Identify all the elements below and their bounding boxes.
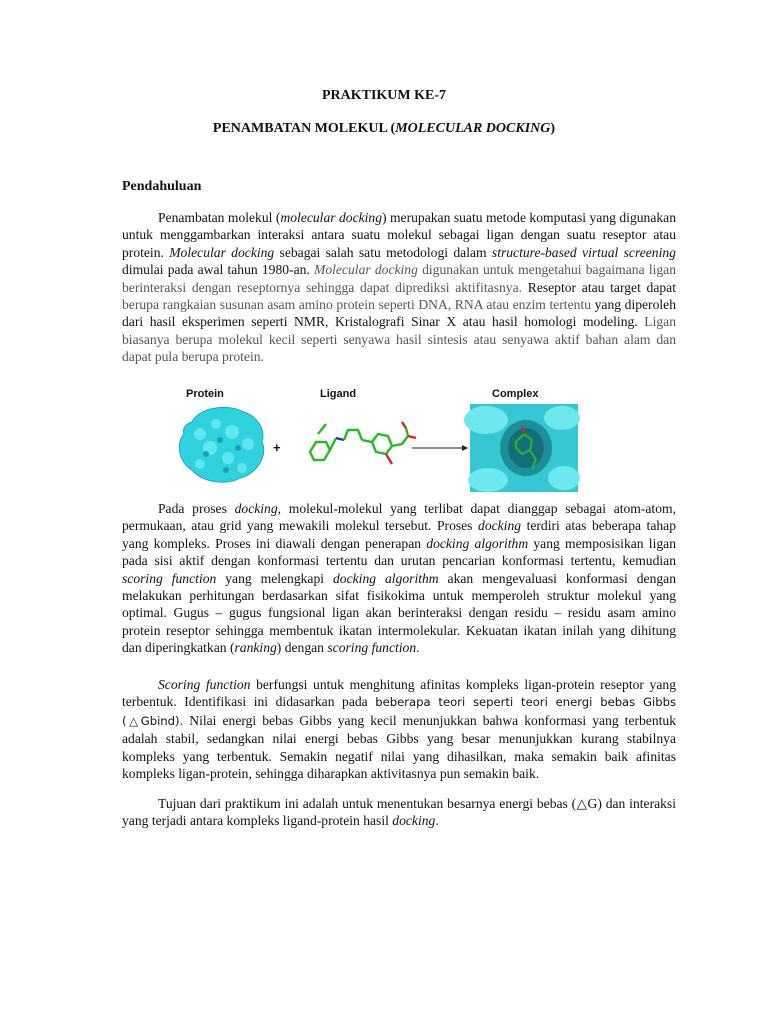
text-run: sebagai salah satu metodologi dalam xyxy=(274,244,492,260)
text-run: ) dengan xyxy=(276,640,328,656)
text-run: akan mengevaluasi konformasi dengan melakukan perhitungan berdasarkan sifat fisikokima untuk memperoleh struktur molekul yang optimal. Gugus – gugus fungsional ligan akan berinteraksi dengan residu – residu asam amino protein reseptor sehingga membentuk ikatan intermolekular. Kekuatan ikatan inilah yang dihitung dan diperingkatkan ( xyxy=(122,570,676,656)
subtitle-text-b: ) xyxy=(550,121,556,136)
arrow-icon xyxy=(412,445,468,451)
text-run: Tujuan dari praktikum ini adalah untuk menentukan besarnya energi bebas (△G) dan interaksi yang terjadi antara kompleks ligand-protein hasil xyxy=(122,796,676,829)
italic-term: structure-based virtual screening xyxy=(491,244,676,260)
paragraph-introduction xyxy=(122,209,676,366)
text-run: yang memposisikan ligan pada sisi aktif dengan konformasi tertentu dan urutan pencarian konformasi tertentu, kemudian xyxy=(122,535,676,569)
italic-term: docking algorithm xyxy=(333,570,439,586)
protein-surface-image xyxy=(179,407,263,482)
paragraph-objective xyxy=(122,795,676,830)
text-run: Pada proses xyxy=(158,501,235,516)
italic-term: ranking xyxy=(234,640,277,656)
section-heading: Pendahuluan xyxy=(122,179,202,194)
text-run: berfungsi untuk menghitung afinitas kompleks ligan-protein reseptor yang terbentuk. Identifikasi ini didasarkan pada xyxy=(122,677,676,710)
text-run-sans: beberapa teori seperti teori energi bebas Gibbs (△Gbind). xyxy=(122,695,677,728)
text-run: , molekul-molekul yang terlibat dapat dianggap sebagai atom-atom, permukaan, atau grid yang mewakili molekul tersebut. Proses xyxy=(122,501,676,534)
plus-sign: + xyxy=(273,440,281,455)
document-subtitle xyxy=(0,121,768,137)
text-run: yang diperoleh dari hasil eksperimen seperti NMR, Kristalografi Sinar X atau hasil homologi modeling. xyxy=(122,297,676,330)
italic-term: scoring function xyxy=(122,570,217,586)
label-protein: Protein xyxy=(186,388,224,400)
text-run: ) merupakan suatu metode komputasi yang digunakan untuk menggambarkan interaksi antara suatu molekul sebagai ligan dengan suatu reseptor atau protein. xyxy=(122,210,676,260)
paragraph-docking-process xyxy=(122,500,676,657)
practicum-title: PRAKTIKUM KE-7 xyxy=(321,88,447,103)
text-run: Nilai energi bebas Gibbs yang kecil menunjukkan bahwa konformasi yang terbentuk adalah stabil, sedangkan nilai energi bebas Gibbs yang besar menunjukkan kurang stabilnya kompleks yang terbentuk. Semakin negatif nilai yang dihasilkan, maka semakin baik afinitas kompleks ligan-protein, sehingga diharapkan aktivitasnya pun semakin baik. xyxy=(122,712,677,782)
text-run: . xyxy=(416,640,420,656)
text-run: yang melengkapi xyxy=(216,570,333,586)
label-ligand: Ligand xyxy=(320,388,357,400)
text-run: Reseptor atau target dapat xyxy=(522,279,676,295)
docking-figure xyxy=(170,384,580,494)
italic-term: molecular docking xyxy=(280,210,383,225)
text-run: Penambatan molekul ( xyxy=(158,210,281,225)
italic-term: Scoring function xyxy=(158,677,251,692)
subtitle-text-a: PENAMBATAN MOLEKUL ( xyxy=(212,121,396,136)
italic-term: Molecular docking xyxy=(169,244,275,260)
complex-surface-image xyxy=(464,404,580,492)
italic-term: Molecular docking xyxy=(314,262,418,278)
italic-term: docking xyxy=(234,501,278,516)
text-run: . xyxy=(435,813,439,829)
text-run-grey: Ligan biasanya berupa molekul kecil seperti senyawa hasil sintesis atau senyawa aktif bahan alam dan dapat pula berupa protein. xyxy=(122,314,677,365)
text-run: dimulai pada awal tahun 1980-an. xyxy=(122,262,315,278)
italic-term: docking algorithm xyxy=(426,535,529,551)
text-run-grey: digunakan untuk mengetahui bagaimana ligan berinteraksi dengan reseptornya sehingga dapat diprediksi aktifitasnya. xyxy=(122,262,676,295)
label-complex: Complex xyxy=(492,388,539,400)
italic-term: scoring function xyxy=(327,640,417,656)
text-run-grey: berupa rangkaian susunan asam amino protein seperti DNA, RNA atau enzim tertentu xyxy=(122,297,595,313)
italic-term: docking xyxy=(392,813,436,829)
paragraph-scoring-function xyxy=(122,676,676,782)
subtitle-italic: MOLECULAR DOCKING xyxy=(395,121,551,136)
italic-term: docking xyxy=(478,518,522,534)
docking-illustration xyxy=(170,384,580,494)
text-run: terdiri atas beberapa tahap yang kompleks. Proses ini diawali dengan penerapan xyxy=(122,518,676,551)
ligand-structure-image xyxy=(310,422,416,464)
